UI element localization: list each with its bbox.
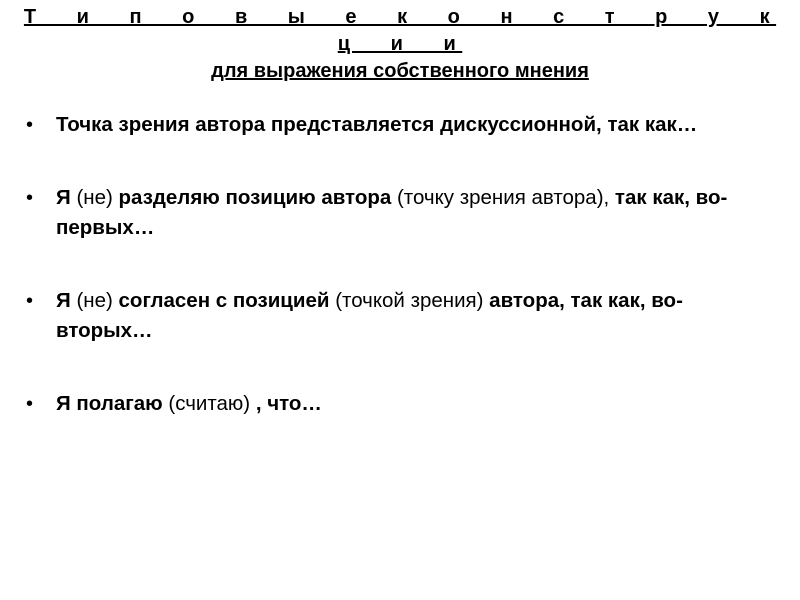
bullet-text-bold: Я полагаю bbox=[56, 392, 169, 415]
bullet-text-bold: Я bbox=[56, 186, 77, 209]
bullet-text-normal: (точку зрения автора), bbox=[396, 186, 615, 209]
bullet-text-bold: так как, во-первых… bbox=[56, 186, 728, 239]
bullet-text-normal: (не) bbox=[76, 289, 119, 312]
bullet-item bbox=[22, 286, 782, 346]
bullet-item bbox=[22, 110, 782, 140]
slide-title bbox=[0, 4, 800, 85]
title-line-2: для выражения собственного мнения bbox=[211, 60, 589, 82]
bullet-text-bold: Точка зрения автора представляется дискуссионной, так как… bbox=[56, 113, 698, 136]
bullet-text-normal: (считаю) bbox=[168, 392, 256, 415]
bullet-text-bold: согласен с позицией bbox=[118, 289, 336, 312]
bullet-dot-icon: • bbox=[26, 290, 34, 312]
bullet-dot-icon: • bbox=[26, 114, 34, 136]
bullet-dot-icon: • bbox=[26, 393, 34, 415]
bullet-text-bold: автора, так как, во- вторых… bbox=[56, 289, 683, 342]
bullet-text-bold: Я bbox=[56, 289, 77, 312]
bullet-text-bold: разделяю позицию автора bbox=[118, 186, 397, 209]
bullet-item bbox=[22, 183, 782, 243]
bullet-list bbox=[22, 110, 782, 462]
bullet-text-normal: (точкой зрения) bbox=[335, 289, 490, 312]
bullet-item bbox=[22, 389, 782, 419]
bullet-text-normal: (не) bbox=[76, 186, 119, 209]
title-line-1: Т и п о в ы е к о н с т р у к ц и и bbox=[23, 6, 777, 55]
bullet-text-bold: , что… bbox=[255, 392, 322, 415]
bullet-dot-icon: • bbox=[26, 187, 34, 209]
